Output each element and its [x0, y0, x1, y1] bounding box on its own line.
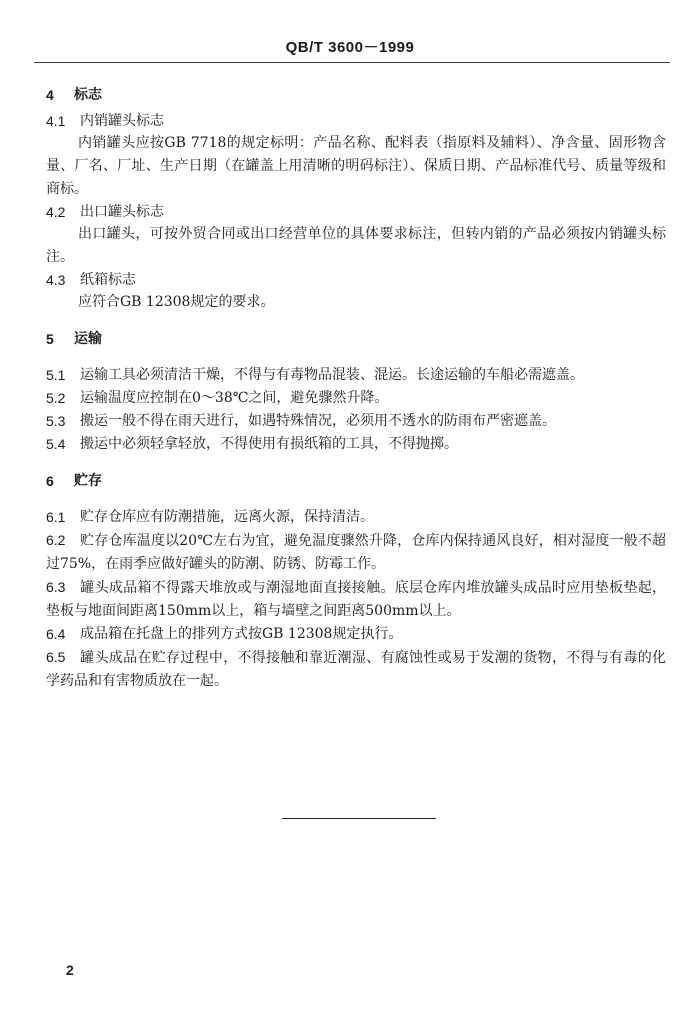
clause-6-5	[46, 646, 666, 693]
section-title: 贮存	[74, 473, 102, 489]
clause-text: 运输工具必须清洁干燥，不得与有毒物品混装、混运。长途运输的车船必需遮盖。	[80, 367, 584, 383]
clause-text: 贮存仓库温度以20℃左右为宜，避免温度骤然升降，仓库内保持通风良好，相对湿度一般不超过75%，在雨季应做好罐头的防潮、防锈、防霉工作。	[46, 533, 666, 572]
section-6-heading	[46, 470, 666, 492]
clause-number: 5.4	[46, 436, 66, 452]
standard-code-header: QB/T 3600－1999	[285, 39, 415, 56]
section-number: 6	[46, 473, 54, 489]
clause-4-2-heading	[46, 201, 666, 223]
section-title: 运输	[74, 331, 102, 347]
clause-text: 搬运一般不得在雨天进行，如遇特殊情况，必须用不透水的防雨布严密遮盖。	[80, 413, 556, 429]
clause-4-1-heading	[46, 110, 666, 132]
clause-6-2	[46, 529, 666, 576]
section-5-heading	[46, 328, 666, 350]
clause-text: 贮存仓库应有防潮措施，远离火源，保持清洁。	[80, 509, 374, 525]
section-number: 5	[46, 331, 54, 347]
clause-4-3-text: 应符合GB 12308规定的要求。	[78, 294, 275, 310]
clause-4-1-text: 内销罐头应按GB 7718的规定标明：产品名称、配料表（指原料及辅料）、净含量、固形物含量、厂名、厂址、生产日期（在罐盖上用清晰的明码标注）、保质日期、产品标准代号、质量等级和商标。	[46, 135, 666, 197]
clause-6-3	[46, 576, 666, 623]
clause-text: 运输温度应控制在0～38℃之间，避免骤然升降。	[80, 390, 389, 406]
clause-6-1	[46, 506, 666, 529]
document-body	[46, 84, 666, 693]
clause-text: 罐头成品在贮存过程中，不得接触和靠近潮湿、有腐蚀性或易于发潮的货物，不得与有毒的化学药品和有害物质放在一起。	[46, 650, 666, 689]
header-rule	[34, 62, 670, 63]
clause-5-1	[46, 364, 666, 387]
section-title: 标志	[74, 87, 102, 103]
clause-number: 4.1	[46, 113, 66, 129]
end-of-document-rule	[282, 818, 436, 819]
clause-4-3-heading	[46, 269, 666, 291]
clause-5-4	[46, 433, 666, 456]
clause-6-4	[46, 623, 666, 646]
section-4-heading	[46, 84, 666, 106]
clause-number: 6.5	[46, 649, 66, 665]
clause-number: 6.2	[46, 532, 66, 548]
clause-number: 5.3	[46, 413, 66, 429]
clause-5-2	[46, 387, 666, 410]
section-number: 4	[46, 87, 54, 103]
clause-number: 5.2	[46, 390, 66, 406]
clause-number: 6.1	[46, 509, 66, 525]
clause-number: 6.3	[46, 579, 66, 595]
clause-text: 搬运中必须轻拿轻放，不得使用有损纸箱的工具，不得抛掷。	[80, 436, 458, 452]
clause-number: 5.1	[46, 367, 66, 383]
clause-5-3	[46, 410, 666, 433]
clause-4-2-text: 出口罐头，可按外贸合同或出口经营单位的具体要求标注，但转内销的产品必须按内销罐头标注。	[46, 226, 666, 265]
page-number: 2	[66, 962, 74, 978]
clause-number: 6.4	[46, 626, 66, 642]
clause-title: 出口罐头标志	[80, 204, 164, 220]
clause-number: 4.2	[46, 204, 66, 220]
clause-title: 内销罐头标志	[80, 113, 164, 129]
clause-title: 纸箱标志	[80, 272, 136, 288]
clause-text: 罐头成品箱不得露天堆放或与潮湿地面直接接触。底层仓库内堆放罐头成品时应用垫板垫起，垫板与地面间距离150mm以上，箱与墙壁之间距离500mm以上。	[46, 580, 666, 619]
clause-number: 4.3	[46, 272, 66, 288]
clause-text: 成品箱在托盘上的排列方式按GB 12308规定执行。	[80, 626, 403, 642]
